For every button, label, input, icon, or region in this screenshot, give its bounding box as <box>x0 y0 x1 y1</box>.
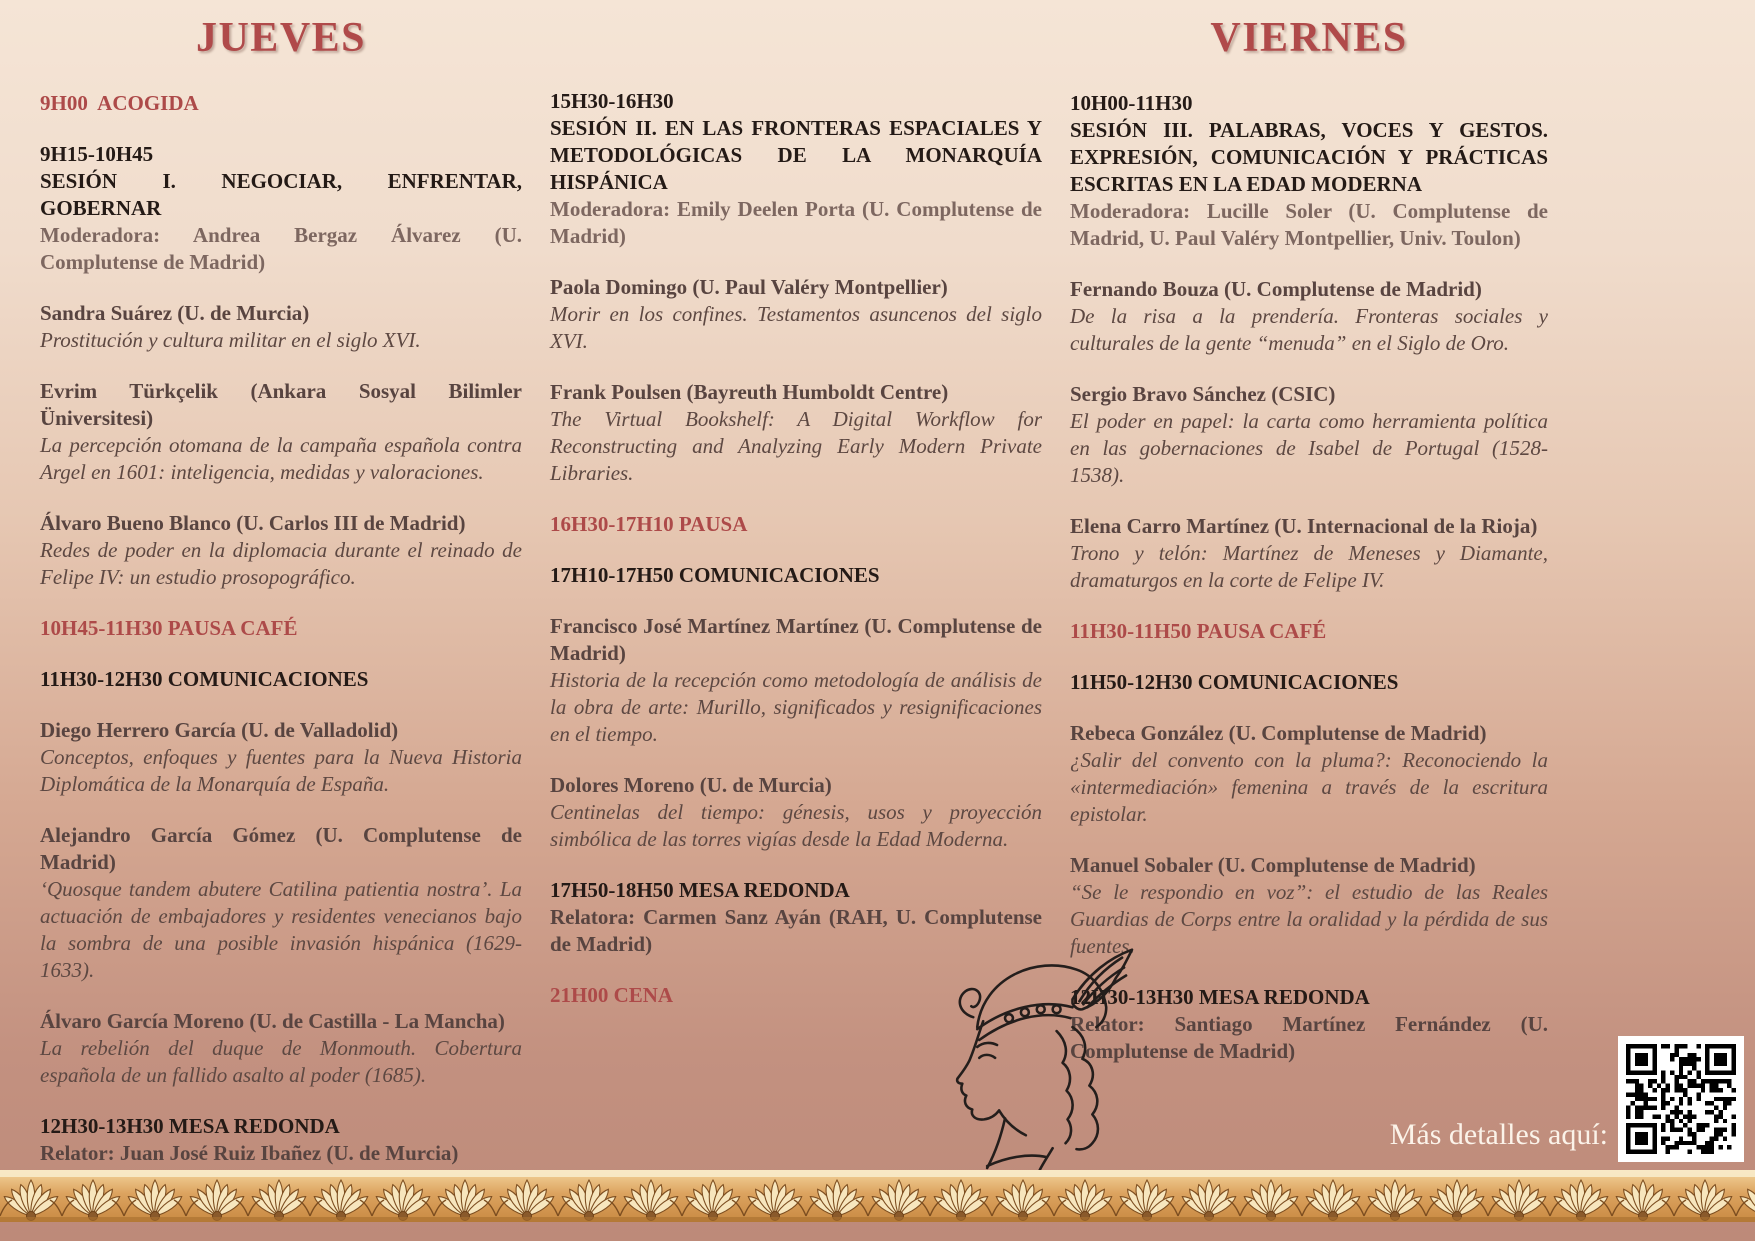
session-time: 10H00-11H30 <box>1070 91 1193 115</box>
schedule-block <box>40 615 522 642</box>
time-slot-pausa-cafe: 10H45-11H30 PAUSA CAFÉ <box>40 616 298 640</box>
paper-title: The Virtual Bookshelf: A Digital Workflow for Reconstructing and Analyzing Early Modern Private Libraries. <box>550 407 1042 485</box>
paper-block <box>40 510 522 591</box>
paper-title: Centinelas del tiempo: génesis, usos y proyección simbólica de las torres vigías desde la Edad Moderna. <box>550 800 1042 851</box>
more-details-label: Más detalles aquí: <box>1389 1118 1608 1151</box>
time-slot-pausa-cafe: 11H30-11H50 PAUSA CAFÉ <box>1070 619 1327 643</box>
paper-block <box>1070 513 1548 594</box>
speaker-name: Diego Herrero García (U. de Valladolid) <box>40 718 399 742</box>
paper-title: Conceptos, enfoques y fuentes para la Nueva Historia Diplomática de la Monarquía de España. <box>40 745 522 796</box>
session-moderator: Moderadora: Andrea Bergaz Álvarez (U. Complutense de Madrid) <box>40 223 522 274</box>
paper-block <box>1070 852 1548 960</box>
schedule-block <box>40 666 522 693</box>
speaker-name: Dolores Moreno (U. de Murcia) <box>550 773 832 797</box>
session-block <box>550 88 1042 250</box>
speaker-name: Francisco José Martínez Martínez (U. Complutense de Madrid) <box>550 614 1042 665</box>
paper-block <box>1070 276 1548 357</box>
session-moderator: Moderadora: Emily Deelen Porta (U. Complutense de Madrid) <box>550 197 1042 248</box>
time-slot-comunicaciones: 11H50-12H30 COMUNICACIONES <box>1070 670 1399 694</box>
speaker-name: Paola Domingo (U. Paul Valéry Montpellier) <box>550 275 948 299</box>
speaker-name: Sandra Suárez (U. de Murcia) <box>40 301 310 325</box>
time-slot-mesa-redonda: 12H30-13H30 MESA REDONDA <box>40 1114 340 1138</box>
day-title-viernes: VIERNES <box>1210 15 1408 61</box>
speaker-name: Álvaro García Moreno (U. de Castilla - La Mancha) <box>40 1009 505 1033</box>
session-block <box>1070 90 1548 252</box>
column-jueves <box>40 14 522 1191</box>
paper-block <box>40 300 522 354</box>
schedule-block <box>550 562 1042 589</box>
speaker-name: Sergio Bravo Sánchez (CSIC) <box>1070 382 1336 406</box>
paper-block <box>550 613 1042 748</box>
paper-title: Trono y telón: Martínez de Meneses y Diamante, dramaturgos en la corte de Felipe IV. <box>1070 541 1548 592</box>
speaker-name: Fernando Bouza (U. Complutense de Madrid) <box>1070 277 1482 301</box>
paper-block <box>550 274 1042 355</box>
acanthus-border-ornament <box>0 1170 1755 1222</box>
day-title-jueves: JUEVES <box>195 15 367 61</box>
schedule-block <box>1070 669 1548 696</box>
schedule-block <box>40 90 522 117</box>
paper-block <box>550 379 1042 487</box>
paper-title: Redes de poder en la diplomacia durante el reinado de Felipe IV: un estudio prosopográfico. <box>40 538 522 589</box>
paper-title: Prostitución y cultura militar en el siglo XVI. <box>40 328 421 352</box>
paper-title: Historia de la recepción como metodología de análisis de la obra de arte: Murillo, significados y resignificaciones en el tiempo. <box>550 668 1042 746</box>
session-block <box>40 141 522 276</box>
session-time: 9H15-10H45 <box>40 142 154 166</box>
speaker-name: Frank Poulsen (Bayreuth Humboldt Centre) <box>550 380 949 404</box>
round-table-block <box>40 1113 522 1167</box>
round-table-block <box>1070 984 1548 1065</box>
speaker-name: Manuel Sobaler (U. Complutense de Madrid) <box>1070 853 1476 877</box>
speaker-name: Álvaro Bueno Blanco (U. Carlos III de Madrid) <box>40 511 466 535</box>
session-title: SESIÓN II. EN LAS FRONTERAS ESPACIALES Y METODOLÓGICAS DE LA MONARQUÍA HISPÁNICA <box>550 116 1042 194</box>
column-viernes <box>1070 14 1548 1089</box>
session-moderator: Moderadora: Lucille Soler (U. Complutense de Madrid, U. Paul Valéry Montpellier, Univ. Toulon) <box>1070 199 1548 250</box>
paper-title: Morir en los confines. Testamentos asuncenos del siglo XVI. <box>550 302 1042 353</box>
paper-title: “Se le respondio en voz”: el estudio de las Reales Guardias de Corps entre la oralidad y la pérdida de sus fuentes. <box>1070 880 1548 958</box>
session-title: SESIÓN III. PALABRAS, VOCES Y GESTOS. EXPRESIÓN, COMUNICACIÓN Y PRÁCTICAS ESCRITAS EN LA EDAD MODERNA <box>1070 118 1548 196</box>
session-time: 15H30-16H30 <box>550 89 674 113</box>
time-slot-comunicaciones: 17H10-17H50 COMUNICACIONES <box>550 563 880 587</box>
time-slot-cena: 21H00 CENA <box>550 983 674 1007</box>
paper-title: La rebelión del duque de Monmouth. Cobertura española de un fallido asalto al poder (1685). <box>40 1036 522 1087</box>
paper-block <box>40 717 522 798</box>
paper-title: La percepción otomana de la campaña española contra Argel en 1601: inteligencia, medidas y valoraciones. <box>40 433 522 484</box>
paper-block <box>1070 381 1548 489</box>
speaker-name: Evrim Türkçelik (Ankara Sosyal Bilimler Üniversitesi) <box>40 379 522 430</box>
time-slot-comunicaciones: 11H30-12H30 COMUNICACIONES <box>40 667 369 691</box>
paper-title: ¿Salir del convento con la pluma?: Reconociendo la «intermediación» femenina a través de la escritura epistolar. <box>1070 748 1548 826</box>
minerva-illustration <box>878 912 1136 1170</box>
paper-title: El poder en papel: la carta como herramienta política en las gobernaciones de Isabel de Portugal (1528-1538). <box>1070 409 1548 487</box>
time-slot-pausa: 16H30-17H10 PAUSA <box>550 512 748 536</box>
time-slot-acogida: 9H00 ACOGIDA <box>40 91 199 115</box>
round-table-relator: Relatora: Carmen Sanz Ayán (RAH, U. Complutense de Madrid) <box>550 905 1042 956</box>
speaker-name: Alejandro García Gómez (U. Complutense de Madrid) <box>40 823 522 874</box>
paper-block <box>40 378 522 486</box>
speaker-name: Elena Carro Martínez (U. Internacional de la Rioja) <box>1070 514 1538 538</box>
round-table-relator: Relator: Juan José Ruiz Ibañez (U. de Murcia) <box>40 1141 459 1165</box>
session-title: SESIÓN I. NEGOCIAR, ENFRENTAR, GOBERNAR <box>40 169 522 220</box>
paper-block <box>550 772 1042 853</box>
schedule-block <box>550 511 1042 538</box>
speaker-name: Rebeca González (U. Complutense de Madrid) <box>1070 721 1487 745</box>
column-middle <box>550 88 1042 1033</box>
paper-title: De la risa a la prendería. Fronteras sociales y culturales de la gente “menuda” en el Siglo de Oro. <box>1070 304 1548 355</box>
paper-title: ‘Quosque tandem abutere Catilina patientia nostra’. La actuación de embajadores y residentes venecianos bajo la sombra de una posible invasión hispánica (1629-1633). <box>40 877 522 982</box>
schedule-block <box>1070 618 1548 645</box>
time-slot-mesa-redonda: 17H50-18H50 MESA REDONDA <box>550 878 850 902</box>
paper-block <box>1070 720 1548 828</box>
time-slot-mesa-redonda: 12H30-13H30 MESA REDONDA <box>1070 985 1370 1009</box>
round-table-relator: Relator: Santiago Martínez Fernández (U. Complutense de Madrid) <box>1070 1012 1548 1063</box>
paper-block <box>40 822 522 984</box>
qr-code <box>1618 1036 1744 1162</box>
paper-block <box>40 1008 522 1089</box>
